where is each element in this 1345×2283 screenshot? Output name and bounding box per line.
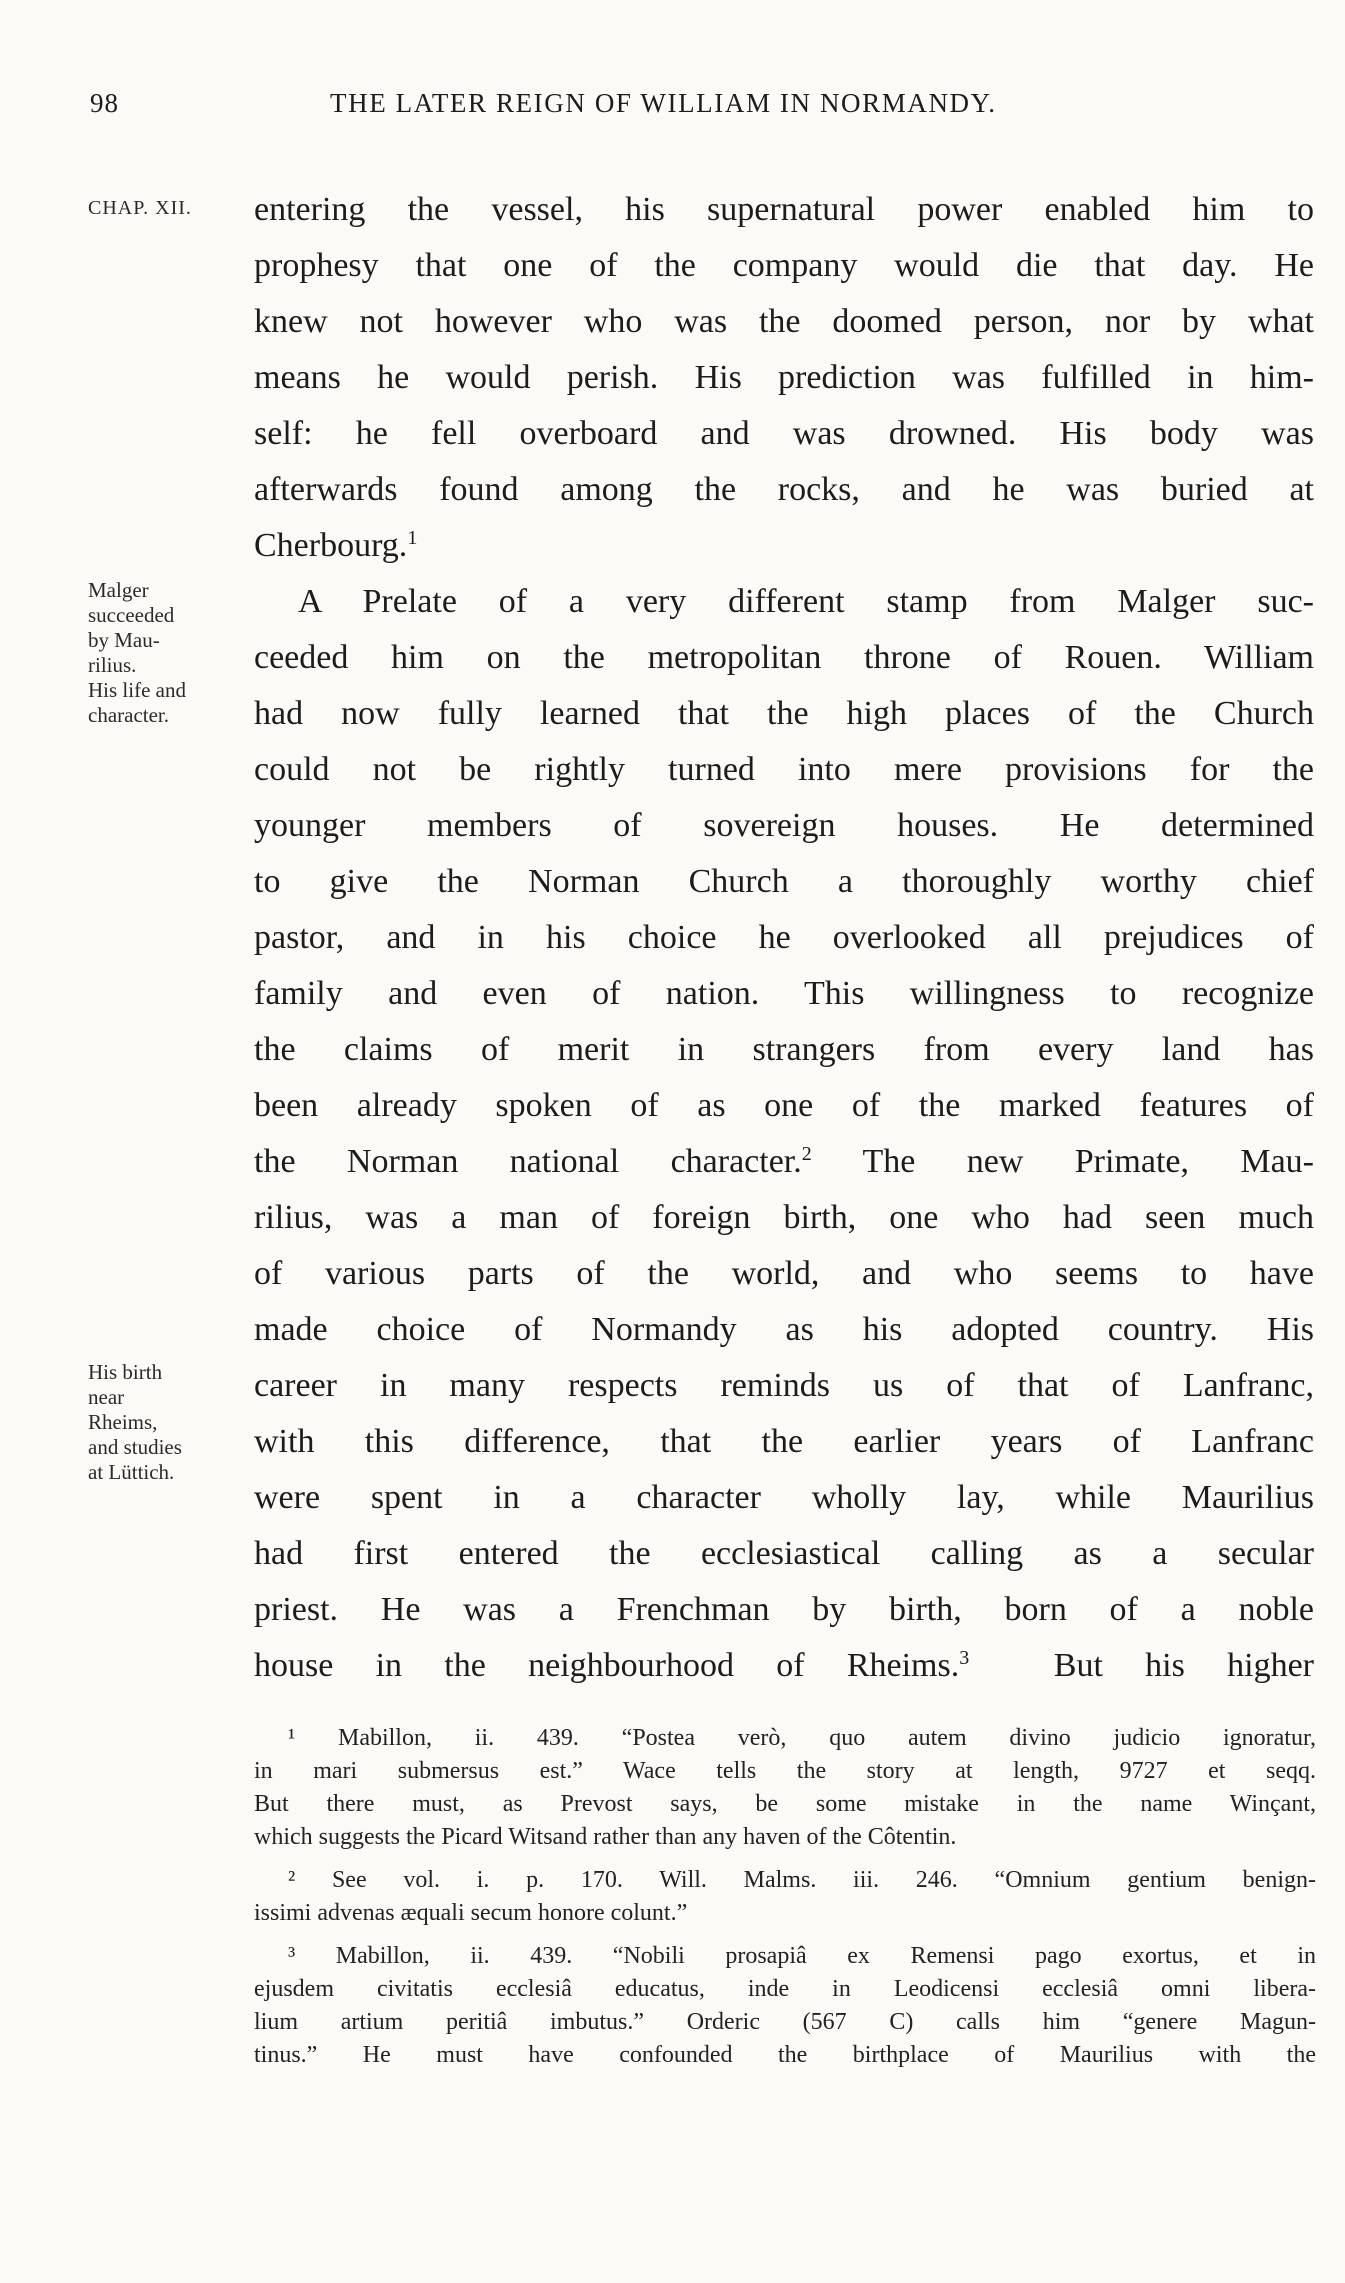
body-line: the claims of merit in strangers from every land has [254,1031,1314,1068]
marginal-line: character. [88,703,170,727]
footnote-line: ³ Mabillon, ii. 439. “Nobili prosapiâ ex Remensi pago exortus, et in [288,1943,1316,1969]
body-line: had first entered the ecclesiastical calling as a secular [254,1535,1314,1572]
body-line: to give the Norman Church a thoroughly worthy chief [254,863,1314,900]
footnotes [254,1722,1316,2072]
footnote-line: tinus.” He must have confounded the birthplace of Maurilius with the [254,2042,1316,2068]
body-line: afterwards found among the rocks, and he was buried at [254,471,1314,508]
body-line [254,518,1314,574]
body-line: with this difference, that the earlier years of Lanfranc [254,1423,1314,1460]
footnote-ref-2[interactable]: 2 [801,1143,812,1165]
body-line: A Prelate of a very different stamp from Malger suc- [298,583,1314,620]
footnote-line: lium artium peritiâ imbutus.” Orderic (567 C) calls him “genere Magun- [254,2009,1316,2035]
footnote-ref-1[interactable]: 1 [407,527,418,549]
footnote-3 [254,1940,1316,2072]
footnote-line: ejusdem civitatis ecclesiâ educatus, inde in Leodicensi ecclesiâ omni libera- [254,1976,1316,2002]
footnote-line: But there must, as Prevost says, be some mistake in the name Winçant, [254,1791,1316,1817]
body-line: rilius, was a man of foreign birth, one who had seen much [254,1199,1314,1236]
body-line: career in many respects reminds us of that of Lanfranc, [254,1367,1314,1404]
body-text-span: the Norman national character. [254,1143,802,1180]
running-head [90,88,1315,128]
marginal-note-birth [88,1360,253,1485]
footnote-ref-3[interactable]: 3 [959,1647,970,1669]
body-text [254,182,1314,1694]
body-line: entering the vessel, his supernatural power enabled him to [254,191,1314,228]
marginal-line: succeeded [88,603,175,627]
body-line [254,1638,1314,1694]
body-text-span: The new Primate, Mau- [811,1143,1314,1180]
footnote-line: issimi advenas æquali secum honore colunt.” [254,1900,688,1926]
body-line: younger members of sovereign houses. He determined [254,807,1314,844]
marginal-line: Malger [88,578,149,602]
body-line: prophesy that one of the company would die that day. He [254,247,1314,284]
body-text-span: Cherbourg. [254,527,408,564]
body-line: been already spoken of as one of the marked features of [254,1087,1314,1124]
body-line: ceeded him on the metropolitan throne of Rouen. William [254,639,1314,676]
marginal-line: His life and [88,678,186,702]
marginal-line: His birth [88,1360,163,1384]
body-text-span: But his higher [1053,1647,1314,1684]
body-line: had now fully learned that the high places of the Church [254,695,1314,732]
page-number: 98 [90,88,119,118]
body-line: made choice of Normandy as his adopted country. His [254,1311,1314,1348]
body-line: means he would perish. His prediction was fulfilled in him- [254,359,1314,396]
running-title: THE LATER REIGN OF WILLIAM IN NORMANDY. [330,88,997,118]
marginal-line: and studies [88,1435,182,1459]
footnote-line: ¹ Mabillon, ii. 439. “Postea verò, quo autem divino judicio ignoratur, [288,1725,1316,1751]
marginal-line: by Mau- [88,628,160,652]
body-line: priest. He was a Frenchman by birth, born of a noble [254,1591,1314,1628]
body-line: of various parts of the world, and who seems to have [254,1255,1314,1292]
chapter-marginal-note [88,196,253,221]
body-line: knew not however who was the doomed person, nor by what [254,303,1314,340]
footnote-line: which suggests the Picard Witsand rather than any haven of the Côtentin. [254,1824,957,1850]
marginal-line: at Lüttich. [88,1460,175,1484]
footnote-1 [254,1722,1316,1854]
body-line: could not be rightly turned into mere provisions for the [254,751,1314,788]
footnote-line: ² See vol. i. p. 170. Will. Malms. iii. 246. “Omnium gentium benign- [288,1867,1316,1893]
marginal-line: Rheims, [88,1410,158,1434]
footnote-line: in mari submersus est.” Wace tells the story at length, 9727 et seqq. [254,1758,1316,1784]
body-line: pastor, and in his choice he overlooked all prejudices of [254,919,1314,956]
footnote-2 [254,1864,1316,1930]
body-line: family and even of nation. This willingness to recognize [254,975,1314,1012]
marginal-note-malger [88,578,253,728]
marginal-line: rilius. [88,653,137,677]
chapter-label: CHAP. XII. [88,197,192,219]
marginal-line: near [88,1385,125,1409]
body-text-span: house in the neighbourhood of Rheims. [254,1647,960,1684]
body-line: self: he fell overboard and was drowned. His body was [254,415,1314,452]
body-line: were spent in a character wholly lay, while Maurilius [254,1479,1314,1516]
body-line [254,1134,1314,1190]
